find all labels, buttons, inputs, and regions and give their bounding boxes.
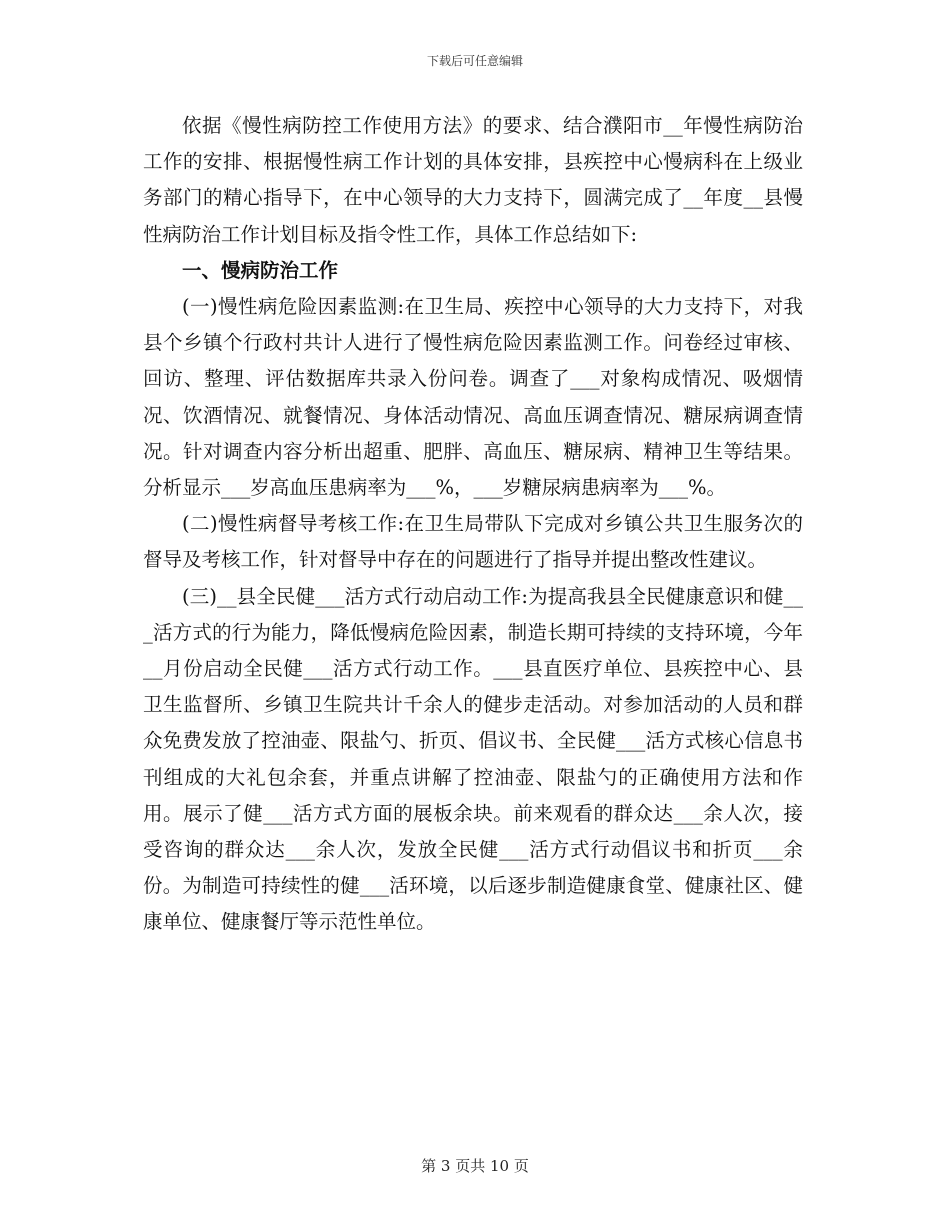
item-1-paragraph: (一)慢性病危险因素监测:在卫生局、疾控中心领导的大力支持下，对我县个乡镇个行政村共计人进行了慢性病危险因素监测工作。问卷经过审核、回访、整理、评估数据库共录入份问卷。调查了___对象构成情况、吸烟情况、饮酒情况、就餐情况、身体活动情况、高血压调查情况、糖尿病调查情况。针对调查内容分析出超重、肥胖、高血压、糖尿病、精神卫生等结果。分析显示___岁高血压患病率为___%，___岁糖尿病患病率为___%。 bbox=[143, 295, 803, 500]
document-body bbox=[143, 108, 803, 941]
item-3-paragraph: (三)__县全民健___活方式行动启动工作:为提高我县全民健康意识和健___活方式的行为能力，降低慢病危险因素，制造长期可持续的支持环境，今年__月份启动全民健___活方式行动工作。___县直医疗单位、县疾控中心、县卫生监督所、乡镇卫生院共计千余人的健步走活动。对参加活动的人员和群众免费发放了控油壶、限盐勺、折页、倡议书、全民健___活方式核心信息书刊组成的大礼包余套，并重点讲解了控油壶、限盐勺的正确使用方法和作用。展示了健___活方式方面的展板余块。前来观看的群众达___余人次，接受咨询的群众达___余人次，发放全民健___活方式行动倡议书和折页___余份。为制造可持续性的健___活环境，以后逐步制造健康食堂、健康社区、健康单位、健康餐厅等示范性单位。 bbox=[143, 584, 803, 934]
item-2-paragraph: (二)慢性病督导考核工作:在卫生局带队下完成对乡镇公共卫生服务次的督导及考核工作，针对督导中存在的问题进行了指导并提出整改性建议。 bbox=[143, 512, 803, 572]
page-header: 下载后可任意编辑 bbox=[426, 54, 523, 68]
page-number: 第 3 页共 10 页 bbox=[421, 1157, 529, 1175]
intro-paragraph: 依据《慢性病防控工作使用方法》的要求、结合濮阳市__年慢性病防治工作的安排、根据慢性病工作计划的具体安排，县疾控中心慢病科在上级业务部门的精心指导下，在中心领导的大力支持下，圆满完成了__年度__县慢性病防治工作计划目标及指令性工作，具体工作总结如下: bbox=[143, 114, 803, 246]
section-heading: 一、慢病防治工作 bbox=[182, 258, 339, 282]
